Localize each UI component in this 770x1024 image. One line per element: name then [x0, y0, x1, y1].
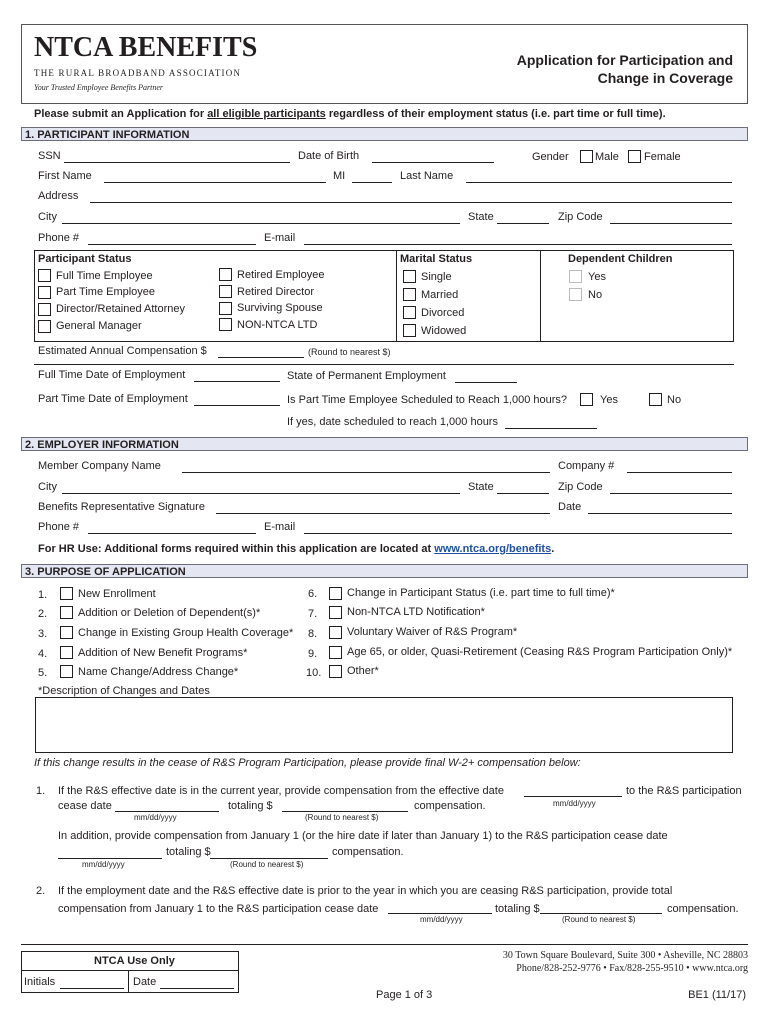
- intro-line: [34, 108, 666, 120]
- p2-round: (Round to nearest $): [562, 915, 636, 924]
- page-number: Page 1 of 3: [376, 989, 433, 1001]
- hr-note: [38, 543, 554, 555]
- p1-line-c: cease date: [58, 800, 112, 812]
- phone-field[interactable]: [88, 244, 256, 245]
- est-comp-field[interactable]: [218, 357, 304, 358]
- dependent-checkbox-no[interactable]: [569, 288, 582, 301]
- emp-city-label: City: [38, 481, 57, 493]
- emp-date-field[interactable]: [588, 513, 732, 514]
- status-label-non-ntca-ltd: NON-NTCA LTD: [237, 319, 318, 331]
- purpose-label-1: New Enrollment: [78, 588, 156, 600]
- emp-zip-label: Zip Code: [558, 481, 603, 493]
- last-name-field[interactable]: [466, 182, 732, 183]
- marital-status-heading: Marital Status: [400, 253, 473, 265]
- purpose-checkbox-1[interactable]: [60, 587, 73, 600]
- ft-date-label: Full Time Date of Employment: [38, 369, 186, 381]
- purpose-num-4: 4.: [38, 648, 48, 660]
- dob-field[interactable]: [372, 162, 494, 163]
- purpose-label-2: Addition or Deletion of Dependent(s)*: [78, 607, 261, 619]
- hr-link[interactable]: www.ntca.org/benefits: [434, 543, 552, 555]
- intro-emph: all eligible participants: [207, 108, 326, 120]
- ssn-label: SSN: [38, 150, 61, 162]
- mi-label: MI: [333, 170, 346, 182]
- p1-num: 1.: [36, 785, 46, 797]
- zip-field[interactable]: [610, 223, 732, 224]
- male-label: Male: [595, 151, 619, 163]
- p2-num: 2.: [36, 885, 46, 897]
- status-label-surviving-spouse: Surviving Spouse: [237, 302, 323, 314]
- pt-date-label: Part Time Date of Employment: [38, 393, 188, 405]
- status-label-director: Director/Retained Attorney: [56, 303, 186, 315]
- p1-effective-date-field[interactable]: [524, 796, 622, 797]
- zip-label: Zip Code: [558, 211, 603, 223]
- marital-label-single: Single: [421, 271, 452, 283]
- p2-line-a: If the employment date and the R&S effective date is prior to the year in which you are ceasing R&S participation, provide total: [58, 885, 673, 897]
- pt-no-label: No: [667, 394, 682, 406]
- status-divider-2: [540, 250, 541, 342]
- footer-address: 30 Town Square Boulevard, Suite 300 • Asheville, NC 28803: [502, 950, 748, 961]
- logo-tagline: Your Trusted Employee Benefits Partner: [34, 83, 164, 92]
- purpose-num-8: 8.: [308, 628, 318, 640]
- logo-main: [34, 32, 257, 64]
- status-label-gm: General Manager: [56, 320, 142, 332]
- male-checkbox[interactable]: [580, 150, 593, 163]
- marital-label-divorced: Divorced: [421, 307, 465, 319]
- emp-state-label: State: [468, 481, 494, 493]
- p2-cease-date-field[interactable]: [388, 913, 492, 914]
- purpose-num-2: 2.: [38, 608, 48, 620]
- purpose-checkbox-5[interactable]: [60, 665, 73, 678]
- p1-round2: (Round to nearest $): [230, 860, 304, 869]
- p1-amount-field[interactable]: [282, 811, 408, 812]
- if-yes-label: If yes, date scheduled to reach 1,000 hours: [287, 416, 498, 428]
- p1-mmdd-2: mm/dd/yyyy: [134, 813, 177, 822]
- participant-status-heading: Participant Status: [38, 253, 132, 265]
- p1-jan-date-field[interactable]: [58, 858, 162, 859]
- p1-amount2-field[interactable]: [210, 858, 328, 859]
- female-checkbox[interactable]: [628, 150, 641, 163]
- p1-totaling2: totaling $: [166, 846, 211, 858]
- purpose-checkbox-7[interactable]: [329, 606, 342, 619]
- p1-compensation2: compensation.: [332, 846, 404, 858]
- phone-label: Phone #: [38, 232, 79, 244]
- initials-label: Initials: [24, 976, 56, 988]
- first-name-label: First Name: [38, 170, 92, 182]
- state-label: State: [468, 211, 494, 223]
- emp-state-field[interactable]: [497, 493, 549, 494]
- status-checkbox-full-time[interactable]: [38, 269, 51, 282]
- purpose-label-3: Change in Existing Group Health Coverage*: [78, 627, 294, 639]
- marital-label-married: Married: [421, 289, 459, 301]
- section1-header: 1. PARTICIPANT INFORMATION: [21, 127, 748, 141]
- pt-yes-checkbox[interactable]: [580, 393, 593, 406]
- purpose-num-6: 6.: [308, 588, 318, 600]
- purpose-checkbox-6[interactable]: [329, 587, 342, 600]
- member-company-label: Member Company Name: [38, 460, 161, 472]
- emp-zip-field[interactable]: [610, 493, 732, 494]
- purpose-num-1: 1.: [38, 589, 48, 601]
- purpose-label-9: Age 65, or older, Quasi-Retirement (Ceasing R&S Program Participation Only)*: [347, 646, 733, 658]
- email-field[interactable]: [304, 244, 732, 245]
- city-field[interactable]: [62, 223, 460, 224]
- emp-email-label: E-mail: [264, 521, 296, 533]
- pt-question-label: Is Part Time Employee Scheduled to Reach 1,000 hours?: [287, 394, 568, 406]
- marital-checkbox-married[interactable]: [403, 288, 416, 301]
- state-field[interactable]: [497, 223, 549, 224]
- ntca-use-title-rule: [21, 970, 239, 971]
- p1-line-d: In addition, provide compensation from January 1 (or the hire date if later than January 1) to the R&S participation cease date: [58, 830, 668, 842]
- est-comp-label: Estimated Annual Compensation $: [38, 345, 207, 357]
- emp-email-field[interactable]: [304, 533, 732, 534]
- logo-text: NTCA BENEFITS: [34, 32, 258, 63]
- marital-checkbox-single[interactable]: [403, 270, 416, 283]
- purpose-checkbox-10[interactable]: [329, 665, 342, 678]
- form-title-line1: Application for Participation and: [516, 52, 733, 68]
- status-checkbox-retired-employee[interactable]: [219, 268, 232, 281]
- address-field[interactable]: [90, 202, 732, 203]
- address-label: Address: [38, 190, 79, 202]
- dependent-label-no: No: [588, 289, 603, 301]
- purpose-label-8: Voluntary Waiver of R&S Program*: [347, 626, 518, 638]
- purpose-label-6: Change in Participant Status (i.e. part time to full time)*: [347, 587, 615, 599]
- logo-sub: THE RURAL BROADBAND ASSOCIATION: [34, 68, 242, 78]
- p2-amount-field[interactable]: [540, 913, 662, 914]
- status-checkbox-non-ntca-ltd[interactable]: [219, 318, 232, 331]
- emp-date-label: Date: [558, 501, 582, 513]
- emp-city-field[interactable]: [62, 493, 460, 494]
- purpose-num-10: 10.: [306, 667, 322, 679]
- p1-line-b: to the R&S participation: [626, 785, 742, 797]
- purpose-checkbox-3[interactable]: [60, 626, 73, 639]
- status-label-retired-director: Retired Director: [237, 286, 315, 298]
- description-label: *Description of Changes and Dates: [38, 685, 210, 697]
- purpose-checkbox-4[interactable]: [60, 646, 73, 659]
- marital-checkbox-divorced[interactable]: [403, 306, 416, 319]
- use-date-field[interactable]: [160, 988, 234, 989]
- p1-mmdd-1: mm/dd/yyyy: [553, 799, 596, 808]
- footer-phone: Phone/828-252-9776 • Fax/828-255-9510 • www.ntca.org: [516, 963, 748, 974]
- hr-note-text: For HR Use: Additional forms required within this application are located at: [38, 543, 435, 555]
- marital-label-widowed: Widowed: [421, 325, 467, 337]
- dependent-children-heading: Dependent Children: [568, 253, 673, 265]
- purpose-label-4: Addition of New Benefit Programs*: [78, 647, 248, 659]
- purpose-checkbox-8[interactable]: [329, 626, 342, 639]
- use-date-label: Date: [133, 976, 157, 988]
- p1-compensation: compensation.: [414, 800, 486, 812]
- status-bottom-divider: [34, 364, 734, 365]
- dependent-checkbox-yes[interactable]: [569, 270, 582, 283]
- cease-note: If this change results in the cease of R&S Program Participation, please provide final W-2+ compensation below:: [34, 757, 581, 769]
- company-no-field[interactable]: [627, 472, 732, 473]
- form-title-line2: Change in Coverage: [597, 70, 733, 86]
- p2-totaling: totaling $: [495, 903, 540, 915]
- purpose-num-5: 5.: [38, 667, 48, 679]
- p2-line-b: compensation from January 1 to the R&S participation cease date: [58, 903, 379, 915]
- initials-field[interactable]: [60, 988, 124, 989]
- p2-compensation: compensation.: [667, 903, 739, 915]
- section3-header: 3. PURPOSE OF APPLICATION: [21, 564, 748, 578]
- email-label: E-mail: [264, 232, 296, 244]
- p1-totaling: totaling $: [228, 800, 273, 812]
- member-company-field[interactable]: [182, 472, 550, 473]
- form-id: BE1 (11/17): [688, 989, 746, 1001]
- est-comp-round-note: (Round to nearest $): [308, 347, 391, 357]
- pt-date-field[interactable]: [194, 405, 280, 406]
- female-label: Female: [644, 151, 681, 163]
- benefits-rep-field[interactable]: [216, 513, 550, 514]
- status-checkbox-retired-director[interactable]: [219, 285, 232, 298]
- gender-label: Gender: [532, 151, 569, 163]
- dob-label: Date of Birth: [298, 150, 360, 162]
- status-label-full-time: Full Time Employee: [56, 270, 153, 282]
- status-checkbox-director[interactable]: [38, 303, 51, 316]
- if-yes-field[interactable]: [505, 428, 597, 429]
- status-label-retired-employee: Retired Employee: [237, 269, 325, 281]
- state-perm-label: State of Permanent Employment: [287, 370, 446, 382]
- marital-checkbox-widowed[interactable]: [403, 324, 416, 337]
- benefits-rep-label: Benefits Representative Signature: [38, 501, 205, 513]
- purpose-num-3: 3.: [38, 628, 48, 640]
- p1-cease-date-field[interactable]: [115, 811, 219, 812]
- city-label: City: [38, 211, 57, 223]
- section2-header: 2. EMPLOYER INFORMATION: [21, 437, 748, 451]
- intro-prefix: Please submit an Application for: [34, 108, 208, 120]
- emp-phone-label: Phone #: [38, 521, 79, 533]
- mi-field[interactable]: [352, 182, 392, 183]
- pt-no-checkbox[interactable]: [649, 393, 662, 406]
- state-perm-field[interactable]: [455, 382, 517, 383]
- dependent-label-yes: Yes: [588, 271, 606, 283]
- p2-mmdd: mm/dd/yyyy: [420, 915, 463, 924]
- footer-rule: [21, 944, 748, 945]
- intro-suffix: regardless of their employment status (i.e. part time or full time).: [325, 108, 666, 120]
- ntca-use-col-divider: [128, 971, 129, 993]
- purpose-num-7: 7.: [308, 608, 318, 620]
- status-divider-1: [396, 250, 397, 342]
- p1-mmdd-3: mm/dd/yyyy: [82, 860, 125, 869]
- status-label-part-time: Part Time Employee: [56, 286, 156, 298]
- description-textarea[interactable]: [35, 697, 733, 753]
- purpose-label-10: Other*: [347, 665, 379, 677]
- status-checkbox-part-time[interactable]: [38, 286, 51, 299]
- emp-phone-field[interactable]: [88, 533, 256, 534]
- ft-date-field[interactable]: [194, 381, 280, 382]
- company-no-label: Company #: [558, 460, 615, 472]
- status-checkbox-gm[interactable]: [38, 320, 51, 333]
- p1-round: (Round to nearest $): [305, 813, 379, 822]
- ssn-field[interactable]: [64, 162, 290, 163]
- purpose-num-9: 9.: [308, 648, 318, 660]
- last-name-label: Last Name: [400, 170, 454, 182]
- pt-yes-label: Yes: [600, 394, 618, 406]
- status-checkbox-surviving-spouse[interactable]: [219, 302, 232, 315]
- ntca-use-title: NTCA Use Only: [94, 955, 175, 967]
- first-name-field[interactable]: [104, 182, 326, 183]
- purpose-label-7: Non-NTCA LTD Notification*: [347, 606, 485, 618]
- p1-line-a: If the R&S effective date is in the current year, provide compensation from the effective date: [58, 785, 504, 797]
- hr-note-end: .: [551, 543, 555, 555]
- purpose-checkbox-9[interactable]: [329, 646, 342, 659]
- purpose-checkbox-2[interactable]: [60, 606, 73, 619]
- purpose-label-5: Name Change/Address Change*: [78, 666, 239, 678]
